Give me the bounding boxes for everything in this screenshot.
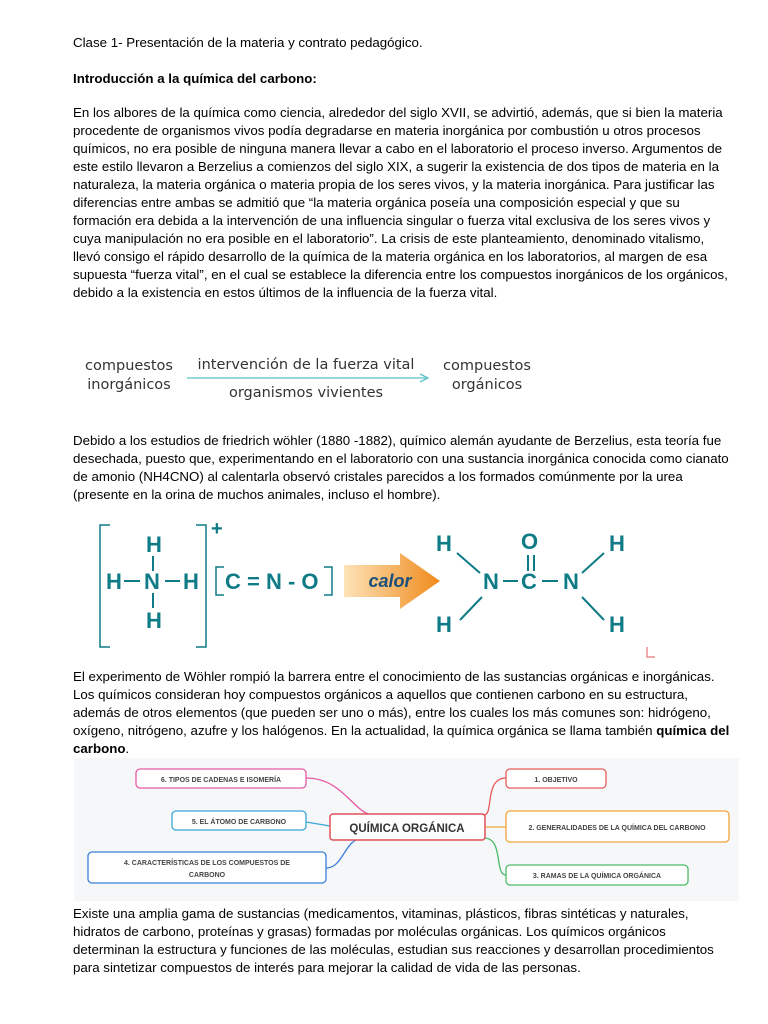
right-label-2: orgánicos bbox=[451, 377, 523, 393]
paragraph-wohler: Debido a los estudios de friedrich wöhler (1880 -1882), químico alemán ayudante de Berzelius, esta teoría fue desechada, puesto que, experimentando en el laboratorio con una sustancia inorgánica conocida como cianato de amonio (NH4CNO) al calentarla observó cristales parecidos a los formados comúnmente por la urea (presente en la orina de muchos animales, incluso el hombre). bbox=[73, 433, 729, 502]
urea-c: C bbox=[521, 569, 537, 594]
charge-plus: + bbox=[211, 518, 223, 540]
atom-n-ammonium: N bbox=[144, 569, 160, 594]
mindmap-node-6-label: 6. TIPOS DE CADENAS E ISOMERÍA bbox=[160, 777, 282, 784]
mindmap-node-4-label-2: CARBONO bbox=[188, 872, 226, 879]
mindmap-node-2-label: 2. GENERALIDADES DE LA QUÍMICA DEL CARBONO bbox=[528, 825, 706, 832]
mindmap-node-1-label: 1. OBJETIVO bbox=[534, 777, 578, 784]
mindmap-center-label: QUÍMICA ORGÁNICA bbox=[349, 823, 465, 835]
stray-mark bbox=[647, 647, 655, 657]
paragraph-closing: Existe una amplia gama de sustancias (medicamentos, vitaminas, plásticos, fibras sintéticas y naturales, hidratos de carbono, proteínas y grasas) formadas por moléculas orgánicas. Los químicos orgánicos determinan la estructura y funciones de las moléculas, estudian sus reacciones y desarrollan procedimientos para sintetizar compuestos de interés para mejorar la calidad de vida de las personas. bbox=[73, 906, 714, 975]
atom-h-left: H bbox=[106, 569, 122, 594]
calor-label: calor bbox=[368, 571, 412, 591]
vital-force-diagram bbox=[0, 350, 768, 420]
urea-h-bottom-left: H bbox=[436, 612, 452, 637]
paragraph-experiment-end: . bbox=[125, 741, 130, 756]
left-label-2: inorgánicos bbox=[87, 377, 171, 393]
right-label-1: compuestos bbox=[443, 358, 531, 374]
paragraph-intro: En los albores de la química como ciencia, alrededor del siglo XVII, se advirtió, además, que si bien la materia procedente de organismos vivos podía degradarse en materia inorgánica por combustión u otros procesos químicos, no era posible de ninguna manera llevar a cabo en el laboratorio el proceso inverso. Argumentos de este estilo llevaron a Berzelius a comienzos del siglo XIX, a sugerir la existencia de dos tipos de materia en la naturaleza, la materia orgánica o materia propia de los seres vivos, y la materia inorgánica. Para justificar las diferencias entre ambas se admitió que “la materia orgánica poseía una composición especial y que su formación era debida a la intervención de una influencia singular o fuerza vital exclusiva de los seres vivos y cuya manipulación no era posible en el laboratorio”. La crisis de este planteamiento, denominado vitalismo, llevó consigo el rápido desarrollo de la química de la materia orgánica en los laboratorios, al margen de esa supuesta “fuerza vital”, en el cual se establece la diferencia entre los compuestos inorgánicos de los orgánicos, debido a la existencia en estos últimos de la influencia de la fuerza vital. bbox=[73, 105, 728, 300]
cyanate-bracket-left bbox=[216, 567, 224, 595]
atom-h-top: H bbox=[146, 532, 162, 557]
urea-h-bottom-right: H bbox=[609, 612, 625, 637]
left-label-1: compuestos bbox=[85, 358, 173, 374]
paragraph-experiment-bold: química del carbono bbox=[73, 723, 730, 756]
reaction-diagram bbox=[0, 515, 768, 665]
cyanate-formula: C = N - O bbox=[225, 569, 319, 594]
paragraph-experiment bbox=[73, 668, 733, 758]
atom-h-bottom: H bbox=[146, 608, 162, 633]
mind-map bbox=[74, 758, 739, 901]
urea-n-left: N bbox=[483, 569, 499, 594]
urea-o: O bbox=[521, 529, 539, 554]
arrow-top-label: intervención de la fuerza vital bbox=[197, 357, 415, 373]
page-heading: Clase 1- Presentación de la materia y contrato pedagógico. bbox=[73, 35, 423, 50]
atom-h-right: H bbox=[183, 569, 199, 594]
mindmap-node-5-label: 5. EL ÁTOMO DE CARBONO bbox=[191, 819, 287, 826]
urea-h-top-right: H bbox=[609, 531, 625, 556]
section-title-text: Introducción a la química del carbono: bbox=[73, 71, 317, 86]
paragraph-experiment-text: El experimento de Wöhler rompió la barrera entre el conocimiento de las sustancias orgánicas e inorgánicas. Los químicos consideran hoy compuestos orgánicos a aquellos que contienen carbono en su estructura, además de otros elementos (que pueden ser uno o más), entre los cuales los más comunes son: hidrógeno, oxígeno, nitrógeno, azufre y los halógenos. En la actualidad, la química orgánica se llama también bbox=[73, 669, 715, 738]
cyanate-bracket-right bbox=[324, 567, 332, 595]
mindmap-node-4-label-1: 4. CARACTERÍSTICAS DE LOS COMPUESTOS DE bbox=[124, 860, 290, 867]
mindmap-node-3-label: 3. RAMAS DE LA QUÍMICA ORGÁNICA bbox=[532, 873, 662, 880]
section-title bbox=[73, 70, 733, 88]
arrow-bottom-label: organismos vivientes bbox=[228, 385, 384, 401]
urea-n-right: N bbox=[563, 569, 579, 594]
urea-h-top-left: H bbox=[436, 531, 452, 556]
